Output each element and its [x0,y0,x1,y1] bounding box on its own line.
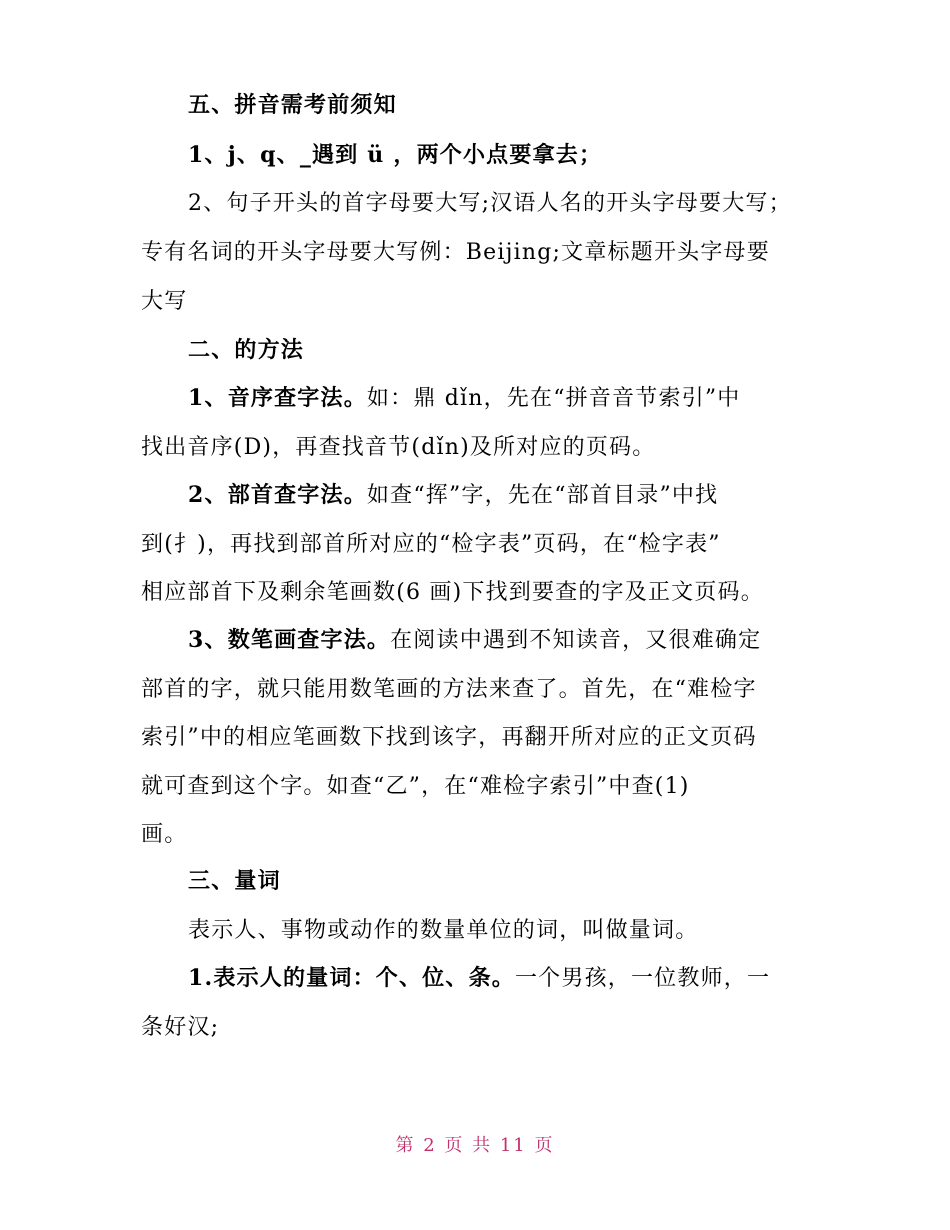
paragraph-line [141,769,841,804]
line-text: 大写 [141,289,188,314]
paragraph-line [188,138,888,173]
paragraph-line [141,235,841,270]
line-lead: 3、数笔画查字法。 [188,627,391,653]
line-text: 表示人、事物或动作的数量单位的词，叫做量词。 [188,918,699,943]
paragraph-line [188,186,888,221]
line-text: 找出音序(D)，再查找音节(dǐn)及所对应的页码。 [141,435,656,460]
line-text: 索引”中的相应笔画数下找到该字，再翻开所对应的正文页码 [141,725,757,750]
line-lead: 2、部首查字法。 [188,482,367,508]
line-text: 一个男孩，一位教师，一 [514,966,771,991]
line-lead: 1、j、q、_遇到 ü ，两个小点要拿去； [188,142,603,168]
paragraph-line [141,1010,841,1045]
paragraph-line [188,913,888,948]
paragraph-line [141,720,841,755]
line-text: 部首的字，就只能用数笔画的方法来查了。首先，在“难检字 [141,677,757,702]
paragraph-line [188,478,888,513]
heading-pinyin-notes [188,88,888,123]
paragraph-line [141,817,841,852]
paragraph-line [188,381,888,416]
line-lead: 三、量词 [188,868,281,894]
line-text: 相应部首下及剩余笔画数(6 画)下找到要查的字及正文页码。 [141,580,764,605]
paragraph-line [141,575,841,610]
line-text: 如查“挥”字，先在“部首目录”中找 [366,483,719,508]
line-text: 如：鼎 dǐn，先在“拼音音节索引”中 [366,386,741,411]
line-lead: 1.表示人的量词：个、位、条。 [188,965,515,991]
paragraph-line [141,430,841,465]
paragraph-line [141,284,841,319]
line-text: 画。 [141,822,188,847]
paragraph-line [141,672,841,707]
line-text: 到(扌)，再找到部首所对应的“检字表”页码，在“检字表” [141,532,721,557]
paragraph-line [188,623,888,658]
heading-methods [188,333,888,368]
line-text: 在阅读中遇到不知读音，又很难确定 [390,628,762,653]
line-text: 就可查到这个字。如查“乙”，在“难检字索引”中查(1) [141,774,690,799]
paragraph-line [141,527,841,562]
paragraph-line [188,961,888,996]
line-text: 条好汉; [141,1015,220,1040]
line-text: 专有名词的开头字母要大写例：Beijing;文章标题开头字母要 [141,240,770,265]
page-number-footer: 第 2 页 共 11 页 [395,1135,555,1156]
line-lead: 五、拼音需考前须知 [188,92,397,118]
line-lead: 二、的方法 [188,337,305,363]
line-lead: 1、音序查字法。 [188,385,367,411]
line-text: 2、句子开头的首字母要大写;汉语人名的开头字母要大写； [188,191,792,216]
heading-measure-words [188,864,888,899]
